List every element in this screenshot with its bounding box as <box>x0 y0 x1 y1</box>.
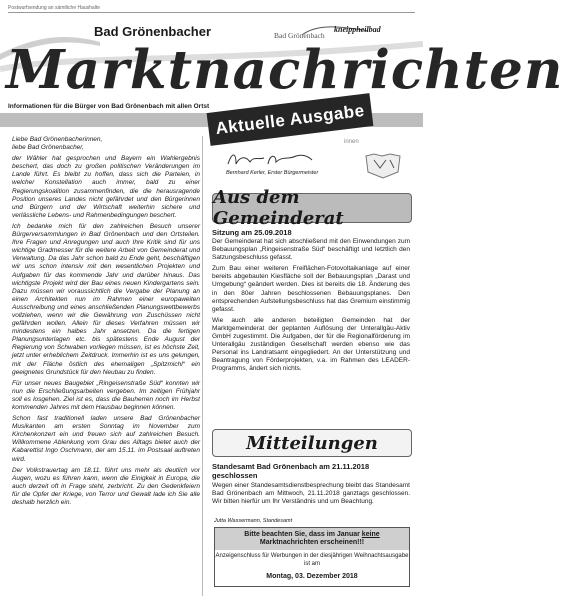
top-rule <box>8 12 415 13</box>
notice-body: Anzeigenschluss für Werbungen in der diesjährigen Weihnachtsausgabe ist am <box>215 553 409 567</box>
standesamt-text: Wegen einer Standesamtsdienstbesprechung bleibt das Standesamt Bad Grönenbach am Mittwoch, 21.11.2018 ganztags geschlossen. Wir bitten hierfür um Ihr Verständnis und um Beachtung. <box>212 482 410 506</box>
postal-note: Postwurfsendung an sämtliche Haushalte <box>8 5 100 11</box>
letter-paragraph: Schon fast traditionell laden unsere Bad Grönenbacher Musikanten am ersten Sonntag im November zum Kirchenkonzert ein und freuen sich auf zahlreichen Besuch. Willkommene Ablenkung vom Grau des Alltags bietet auch der Kabarettist Ingo Oschmann, der am 15.11. im Postsaal auftreten wird. <box>12 415 200 463</box>
letter-paragraph: der Wähler hat gesprochen und Bayern ein Wahlergebnis beschert, das doch zu großen politischen Veränderungen im Lande führt. Es bleibt zu hoffen, dass sich die Parteien, in welcher Konstellation auch immer, bald zu einer Regierungskoalition zusammenfinden, die die herausragende Position unseres Landes nicht gefährdet und den Bürgerinnen und Bürgern und der Wirtschaft weiterhin sichere und verlässliche Lebens- und Rahmenbedingungen beschert. <box>12 155 200 219</box>
section-heading-gemeinderat: Aus dem Gemeinderat <box>212 193 412 223</box>
standesamt-signature: Jutta Wassermann, Standesamt <box>214 518 293 524</box>
masthead-town: Bad Grönenbacher <box>94 24 212 39</box>
notice-line-1 <box>244 531 379 540</box>
masthead-subline: Informationen für die Bürger von Bad Grönenbach mit allen Ortst <box>8 103 210 110</box>
notice-emphasis: keine <box>361 530 380 538</box>
notice-header <box>215 528 409 550</box>
faded-fragment: innen <box>344 139 359 145</box>
logo-town-name: Bad Grönenbach <box>274 31 325 40</box>
report-paragraph: Der Gemeinderat hat sich abschließend mit den Einwendungen zum Bebauungsplan „Ringeisenstraße Süd“ beschäftigt und letztlich den Satzungsbeschluss gefasst. <box>212 238 410 262</box>
letter-paragraph: Ich bedanke mich für den zahlreichen Besuch unserer Bürgerversammlungen in Bad Grönenbach und den Ortsteilen. Ihre Fragen und Anregungen und auch Ihre Kritik sind für uns wichtige Gradmesser für die weitere Arbeit von Gemeinderat und Verwaltung. Da das Jahr schon bald zu Ende geht, beschäftigen wir uns schon intensiv mit den wesentlichen Projekten und Aufgaben für das kommende Jahr und darüber hinaus. Das wichtigste Projekt wird der Bau eines neuen Kindergartens sein. Dazu müssen wir voraussichtlich die Vergabe der Planung an einen Architekten nun im Rahmen einer europaweiten Ausschreibung und eines anschließenden Planungswettbewerbs vollziehen, wenn wir die Gewährung von Zuschüssen nicht gefährden wollen. Allein für dieses Verfahren müssen wir mindestens ein halbes Jahr ansetzen. Da die fertigen Planungsunterlagen etc. bis spätestens Ende August der Regierung von Schwaben vorliegen müssen, ist es höchste Zeit, jetzt unter erheblichem Zeitdruck. Immerhin ist es uns gelungen, mit der Fläche östlich des ehemaligen „Spitzmichl“ ein geeignetes Grundstück für den Neubau zu finden. <box>12 222 200 376</box>
report-paragraph: Wie auch alle anderen beteiligten Gemeinden hat der Marktgemeinderat der geplanten Auflösung der Unterallgäu-Aktiv GmbH zugestimmt. Die Aufgaben, der für die Regionalförderung im Unterallgäu zuständigen Gesellschaft werden ebenso wie das Personal ins Landratsamt eingegliedert. An der Unterstützung und Beantragung von Förderprojekten, v.a. im Rahmen des LEADER-Programms, ändert sich nichts. <box>212 316 410 373</box>
mayor-name: Bernhard Kerler, Erster Bürgermeister <box>226 170 319 176</box>
letter-paragraph: Für unser neues Baugebiet „Ringeisenstraße Süd“ konnten wir nun die Erschließungsarbeiten vergeben. Im zeitigen Frühjahr soll es losgehen. Ziel ist es, dass die Bauherren noch im Herbst kommenden Jahres mit dem Hausbau beginnen können. <box>12 379 200 411</box>
logo-brand: kneippheilbad <box>334 25 381 34</box>
notice-date: Montag, 03. Dezember 2018 <box>266 573 358 580</box>
current-issue-badge: Aktuelle Ausgabe <box>207 93 374 146</box>
masthead-title: Marktnachrichten <box>6 39 563 101</box>
notice-box <box>214 527 410 587</box>
notice-line-1-text: Bitte beachten Sie, dass im Januar <box>244 530 362 538</box>
notice-line-2: Marktnachrichten erscheinen!!! <box>259 539 365 546</box>
standesamt-headline: Standesamt Bad Grönenbach am 21.11.2018 geschlossen <box>212 462 370 480</box>
letter-salutation-1: Liebe Bad Grönenbacherinnen, <box>12 136 103 143</box>
section-heading-mitteilungen: Mitteilungen <box>212 429 412 457</box>
report-paragraph: Zum Bau einer weiteren Freiflächen-Fotovoltaikanlage auf einer bereits abgebauten Kiesfläche soll der Bebauungsplan „Darast und Umgebung“ geändert werden. Dies ist bereits die 18. Änderung des in den 80er Jahren beschlossenen Bebauungsplanes. Den entsprechenden Aufstellungsbeschluss hat das Gremium einstimmig gefasst. <box>212 265 410 313</box>
mayor-letter <box>12 136 200 510</box>
letter-paragraph: Der Volkstrauertag am 18.11. führt uns mehr als deutlich vor Augen, wozu es führen kann, wenn die Einigkeit in Europa, die auch derzeit oft in Frage steht, zerbricht. Zu den Gedenkfeiern für die Opfer der Kriege, von Terror und Gewalt lade ich Sie alle deshalb herzlich ein. <box>12 466 200 507</box>
mayor-signature <box>224 150 314 170</box>
coat-of-arms-icon <box>360 150 406 180</box>
column-divider <box>202 136 203 596</box>
session-date: Sitzung am 25.09.2018 <box>212 228 292 237</box>
letter-salutation-2: liebe Bad Grönenbacher, <box>12 144 84 152</box>
gemeinderat-report <box>212 238 410 377</box>
